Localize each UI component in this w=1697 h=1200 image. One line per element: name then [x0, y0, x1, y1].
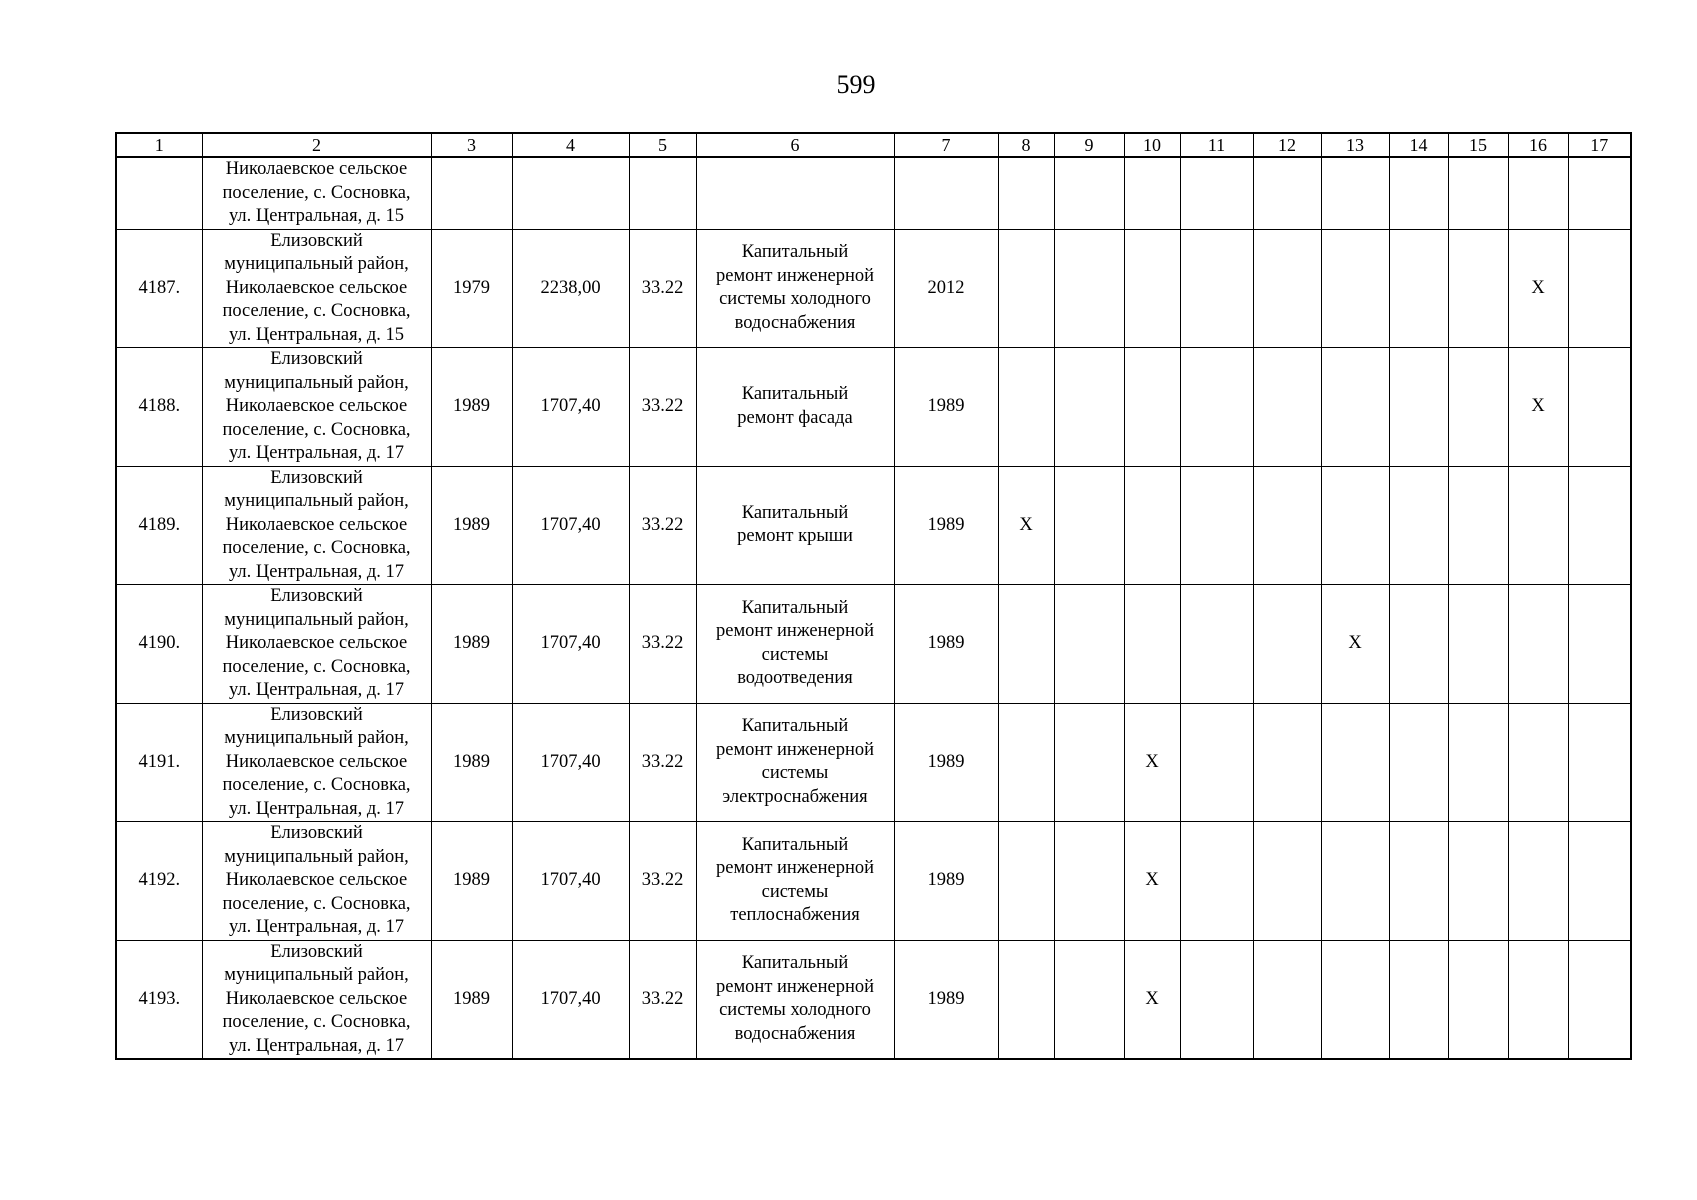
empty-cell [1448, 348, 1508, 467]
empty-cell [1508, 466, 1568, 585]
build-year-cell: 1989 [431, 703, 512, 822]
area-cell: 1707,40 [512, 940, 629, 1059]
empty-cell [1389, 940, 1448, 1059]
empty-cell [1054, 229, 1124, 348]
work-type-cell-line: водоснабжения [734, 1023, 856, 1044]
work-type-cell-line: системы [761, 763, 829, 784]
empty-cell [1448, 703, 1508, 822]
mark-cell: Х [1124, 940, 1180, 1059]
empty-cell [1321, 229, 1389, 348]
address-cell [202, 348, 431, 467]
row-number-cell: 4190. [116, 585, 202, 704]
address-cell-line: Елизовский [270, 704, 363, 725]
area-cell: 1707,40 [512, 822, 629, 941]
area-cell: 1707,40 [512, 703, 629, 822]
empty-cell [1568, 822, 1631, 941]
work-type-cell-line: водоотведения [737, 668, 853, 689]
empty-cell [1568, 703, 1631, 822]
rate-cell: 33.22 [629, 940, 696, 1059]
empty-cell [1389, 348, 1448, 467]
address-cell [202, 703, 431, 822]
rate-cell: 33.22 [629, 229, 696, 348]
build-year-cell: 1989 [431, 585, 512, 704]
empty-cell [1054, 940, 1124, 1059]
empty-cell [1448, 229, 1508, 348]
empty-cell [1180, 466, 1253, 585]
empty-cell [1124, 466, 1180, 585]
address-cell-line: поселение, с. Сосновка, [222, 182, 411, 203]
empty-cell [1568, 940, 1631, 1059]
empty-cell [629, 157, 696, 229]
column-number-3: 3 [431, 133, 512, 157]
column-number-12: 12 [1253, 133, 1321, 157]
work-type-cell-line: системы холодного [719, 1000, 871, 1021]
row-number-cell: 4188. [116, 348, 202, 467]
table-row-continuation [116, 157, 1631, 229]
page-number: 599 [836, 70, 876, 99]
empty-cell [1180, 940, 1253, 1059]
empty-cell [1568, 466, 1631, 585]
rate-cell: 33.22 [629, 348, 696, 467]
empty-cell [998, 703, 1054, 822]
empty-cell [1253, 466, 1321, 585]
empty-cell [431, 157, 512, 229]
mark-cell: Х [1124, 703, 1180, 822]
empty-cell [1054, 703, 1124, 822]
address-cell-line: поселение, с. Сосновка, [222, 538, 411, 558]
address-cell-line: муниципальный район, [224, 609, 409, 630]
column-number-11: 11 [1180, 133, 1253, 157]
address-cell-line: поселение, с. Сосновка, [222, 301, 411, 321]
empty-cell [1568, 585, 1631, 704]
column-number-1: 1 [116, 133, 202, 157]
address-cell-line: муниципальный район, [224, 372, 409, 393]
area-cell: 1707,40 [512, 348, 629, 467]
work-type-cell-line: Капитальный [741, 502, 849, 523]
empty-cell [696, 157, 894, 229]
mark-cell: Х [1124, 822, 1180, 941]
work-type-cell-line: ремонт инженерной [716, 739, 874, 760]
empty-cell [1389, 822, 1448, 941]
address-cell-line: муниципальный район, [224, 254, 409, 274]
work-type-cell-line: системы холодного [719, 289, 871, 310]
column-number-2: 2 [202, 133, 431, 157]
empty-cell [1321, 822, 1389, 941]
work-type-cell-line: ремонт крыши [737, 526, 853, 547]
column-number-10: 10 [1124, 133, 1180, 157]
empty-cell [1253, 703, 1321, 822]
area-cell: 1707,40 [512, 466, 629, 585]
empty-cell [1448, 940, 1508, 1059]
row-number-cell: 4189. [116, 466, 202, 585]
empty-cell [1508, 157, 1568, 229]
empty-cell [512, 157, 629, 229]
mark-cell: Х [1508, 348, 1568, 467]
address-cell-line: ул. Центральная, д. 15 [228, 206, 405, 226]
work-type-cell [696, 940, 894, 1059]
row-number-cell: 4192. [116, 822, 202, 941]
rate-cell: 33.22 [629, 466, 696, 585]
empty-cell [1124, 157, 1180, 229]
empty-cell [998, 157, 1054, 229]
address-cell-line: Николаевское сельское [225, 277, 408, 298]
address-cell-line: Николаевское сельское [225, 159, 408, 179]
column-number-8: 8 [998, 133, 1054, 157]
work-type-cell [696, 822, 894, 941]
empty-cell [1180, 822, 1253, 941]
build-year-cell: 1989 [431, 348, 512, 467]
empty-cell [1448, 466, 1508, 585]
empty-cell [1321, 348, 1389, 467]
column-number-13: 13 [1321, 133, 1389, 157]
address-cell-line: Николаевское сельское [225, 988, 408, 1009]
work-type-cell-line: Капитальный [741, 384, 849, 405]
work-type-cell-line: системы [761, 881, 829, 902]
work-type-cell-line: ремонт инженерной [716, 976, 874, 997]
empty-cell [998, 229, 1054, 348]
empty-cell [1253, 157, 1321, 229]
empty-cell [894, 157, 998, 229]
empty-cell [1054, 585, 1124, 704]
empty-cell [1389, 229, 1448, 348]
empty-cell [1448, 585, 1508, 704]
build-year-cell: 1989 [431, 822, 512, 941]
work-year-cell: 1989 [894, 585, 998, 704]
empty-cell [998, 585, 1054, 704]
empty-cell [1568, 157, 1631, 229]
table-row [116, 348, 1631, 467]
work-type-cell-line: ремонт фасада [737, 407, 853, 428]
table-row [116, 466, 1631, 585]
empty-cell [1389, 466, 1448, 585]
mark-cell: Х [1508, 229, 1568, 348]
address-cell [202, 157, 431, 229]
empty-cell [1389, 157, 1448, 229]
address-cell-line: ул. Центральная, д. 17 [228, 443, 405, 463]
address-cell [202, 229, 431, 348]
empty-cell [1124, 585, 1180, 704]
capital-repair-table [115, 132, 1632, 1060]
empty-cell [1253, 940, 1321, 1059]
empty-cell [1054, 348, 1124, 467]
empty-cell [1448, 822, 1508, 941]
empty-cell [1448, 157, 1508, 229]
address-cell-line: поселение, с. Сосновка, [222, 775, 411, 795]
address-cell-line: ул. Центральная, д. 17 [228, 1035, 405, 1056]
address-cell-line: Елизовский [270, 349, 363, 369]
column-number-7: 7 [894, 133, 998, 157]
address-cell-line: ул. Центральная, д. 15 [228, 324, 405, 345]
table-body [116, 157, 1631, 1059]
address-cell [202, 466, 431, 585]
empty-cell [1180, 157, 1253, 229]
empty-cell [1321, 940, 1389, 1059]
empty-cell [1180, 585, 1253, 704]
address-cell-line: поселение, с. Сосновка, [222, 893, 411, 914]
work-type-cell-line: теплоснабжения [730, 905, 860, 926]
column-number-9: 9 [1054, 133, 1124, 157]
address-cell-line: поселение, с. Сосновка, [222, 1012, 411, 1032]
empty-cell [1253, 822, 1321, 941]
empty-cell [1054, 822, 1124, 941]
work-type-cell-line: Капитальный [741, 716, 849, 737]
address-cell-line: Николаевское сельское [225, 633, 408, 653]
work-type-cell-line: ремонт инженерной [716, 265, 874, 286]
empty-cell [1508, 703, 1568, 822]
address-cell [202, 940, 431, 1059]
address-cell-line: муниципальный район, [224, 846, 409, 867]
address-cell-line: Николаевское сельское [225, 751, 408, 772]
address-cell-line: ул. Центральная, д. 17 [228, 561, 405, 582]
address-cell-line: Елизовский [270, 823, 363, 843]
empty-cell [1180, 348, 1253, 467]
table-row [116, 940, 1631, 1059]
work-type-cell-line: Капитальный [741, 953, 849, 974]
empty-cell [1054, 157, 1124, 229]
mark-cell: Х [998, 466, 1054, 585]
work-type-cell-line: ремонт инженерной [716, 621, 874, 642]
address-cell-line: муниципальный район, [224, 965, 409, 985]
address-cell-line: Николаевское сельское [225, 396, 408, 416]
empty-cell [998, 822, 1054, 941]
empty-cell [1389, 703, 1448, 822]
work-year-cell: 1989 [894, 703, 998, 822]
empty-cell [1508, 940, 1568, 1059]
address-cell-line: Елизовский [270, 941, 363, 962]
address-cell-line: муниципальный район, [224, 491, 409, 511]
work-type-cell [696, 466, 894, 585]
empty-cell [1180, 229, 1253, 348]
address-cell-line: Николаевское сельское [225, 870, 408, 890]
work-type-cell-line: ремонт инженерной [716, 858, 874, 879]
build-year-cell: 1979 [431, 229, 512, 348]
work-type-cell [696, 348, 894, 467]
work-year-cell: 1989 [894, 348, 998, 467]
work-type-cell-line: водоснабжения [734, 312, 856, 333]
empty-cell [1054, 466, 1124, 585]
address-cell [202, 822, 431, 941]
address-cell-line: поселение, с. Сосновка, [222, 656, 411, 677]
work-type-cell-line: системы [761, 644, 829, 665]
work-type-cell [696, 229, 894, 348]
empty-cell [1568, 229, 1631, 348]
rate-cell: 33.22 [629, 703, 696, 822]
empty-cell [1389, 585, 1448, 704]
empty-cell [1321, 157, 1389, 229]
row-number-cell: 4191. [116, 703, 202, 822]
column-number-15: 15 [1448, 133, 1508, 157]
address-cell [202, 585, 431, 704]
address-cell-line: поселение, с. Сосновка, [222, 419, 411, 440]
empty-cell [1180, 703, 1253, 822]
empty-cell [1321, 703, 1389, 822]
column-number-header-row [116, 133, 1631, 157]
table-row [116, 703, 1631, 822]
empty-cell [1253, 348, 1321, 467]
empty-cell [998, 348, 1054, 467]
work-year-cell: 1989 [894, 940, 998, 1059]
empty-cell [1253, 585, 1321, 704]
column-number-14: 14 [1389, 133, 1448, 157]
address-cell-line: Елизовский [270, 586, 363, 606]
row-number-cell: 4193. [116, 940, 202, 1059]
table-row [116, 822, 1631, 941]
build-year-cell: 1989 [431, 466, 512, 585]
build-year-cell: 1989 [431, 940, 512, 1059]
address-cell-line: ул. Центральная, д. 17 [228, 917, 405, 937]
work-year-cell: 2012 [894, 229, 998, 348]
rate-cell: 33.22 [629, 822, 696, 941]
work-type-cell-line: Капитальный [741, 597, 849, 618]
row-number-cell: 4187. [116, 229, 202, 348]
empty-cell [1568, 348, 1631, 467]
address-cell-line: Елизовский [270, 467, 363, 488]
column-number-5: 5 [629, 133, 696, 157]
rate-cell: 33.22 [629, 585, 696, 704]
empty-cell [1124, 229, 1180, 348]
work-type-cell-line: электроснабжения [722, 786, 868, 807]
column-number-17: 17 [1568, 133, 1631, 157]
empty-cell [116, 157, 202, 229]
empty-cell [1508, 585, 1568, 704]
work-type-cell-line: Капитальный [741, 834, 849, 855]
work-type-cell [696, 703, 894, 822]
mark-cell: Х [1321, 585, 1389, 704]
address-cell-line: Елизовский [270, 230, 363, 251]
address-cell-line: Николаевское сельское [225, 514, 408, 535]
area-cell: 2238,00 [512, 229, 629, 348]
table-row [116, 585, 1631, 704]
address-cell-line: ул. Центральная, д. 17 [228, 680, 405, 700]
address-cell-line: муниципальный район, [224, 728, 409, 748]
empty-cell [1321, 466, 1389, 585]
work-year-cell: 1989 [894, 822, 998, 941]
column-number-6: 6 [696, 133, 894, 157]
empty-cell [1508, 822, 1568, 941]
work-year-cell: 1989 [894, 466, 998, 585]
work-type-cell [696, 585, 894, 704]
column-number-4: 4 [512, 133, 629, 157]
area-cell: 1707,40 [512, 585, 629, 704]
work-type-cell-line: Капитальный [741, 242, 849, 263]
table-row [116, 229, 1631, 348]
empty-cell [1253, 229, 1321, 348]
empty-cell [1124, 348, 1180, 467]
empty-cell [998, 940, 1054, 1059]
column-number-16: 16 [1508, 133, 1568, 157]
address-cell-line: ул. Центральная, д. 17 [228, 798, 405, 819]
